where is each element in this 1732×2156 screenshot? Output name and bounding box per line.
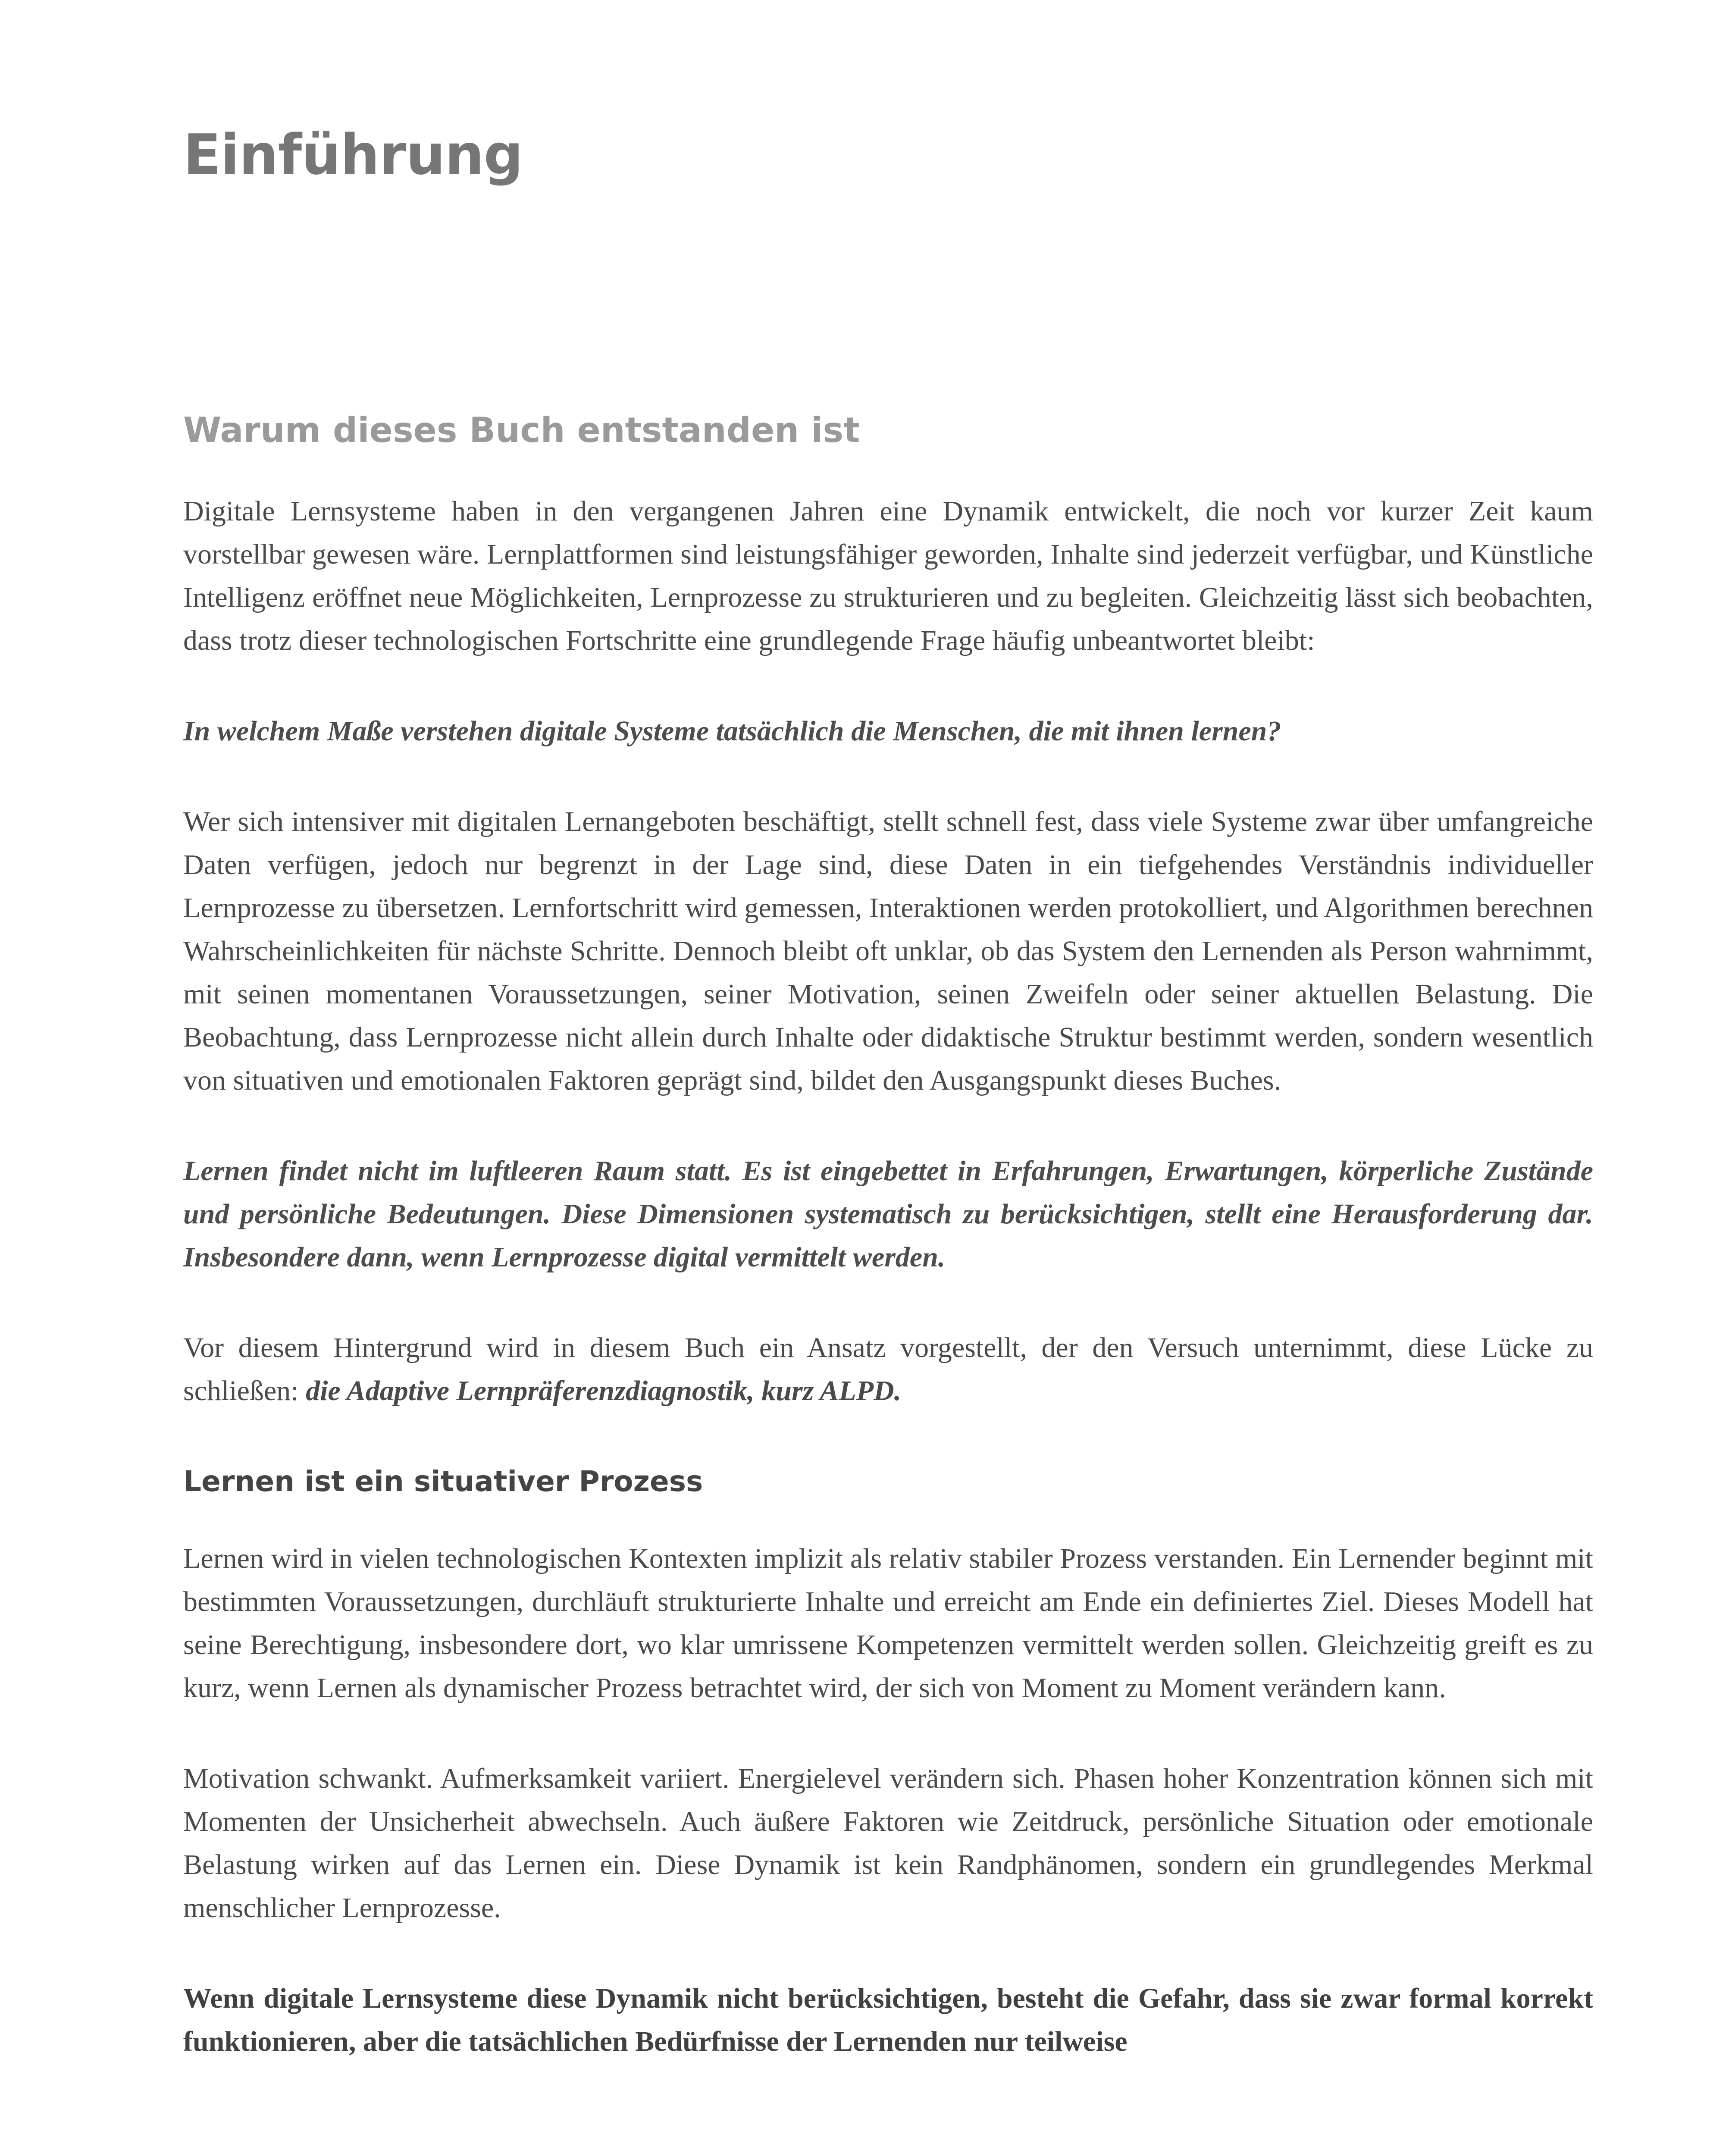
key-question: In welchem Maße verstehen digitale Systeme tatsächlich die Menschen, die mit ihnen lernen? (183, 715, 1281, 747)
paragraph-stable-process: Lernen wird in vielen technologischen Kontexten implizit als relativ stabiler Prozess verstanden. Ein Lernender beginnt mit bestimmten Voraussetzungen, durchläuft strukturierte Inhalte und erreicht am Ende ein definiertes Ziel. Dieses Modell hat seine Berechtigung, insbesondere dort, wo klar umrissene Kompetenzen vermittelt werden sollen. Gleichzeitig greift es zu kurz, wenn Lernen als dynamischer Prozess betrachtet wird, der sich von Moment zu Moment verändern kann. (183, 1543, 1593, 1704)
page-content (183, 121, 1593, 2063)
emphasis-paragraph: Lernen findet nicht im luftleeren Raum statt. Es ist eingebettet in Erfahrungen, Erwartungen, körperliche Zustände und persönliche Bedeutungen. Diese Dimensionen systematisch zu berücksichtigen, stellt eine Herausforderung dar. Insbesondere dann, wenn Lernprozesse digital vermittelt werden. (183, 1155, 1593, 1273)
alpd-emphasis-text: die Adaptive Lernpräferenzdiagnostik, kurz ALPD. (306, 1375, 902, 1407)
paragraph-bold-warning: Wenn digitale Lernsysteme diese Dynamik nicht berücksichtigen, besteht die Gefahr, dass sie zwar formal korrekt funktionieren, aber die tatsächlichen Bedürfnisse der Lernenden nur teilweise (183, 1983, 1593, 2058)
paragraph-alpd (183, 1326, 1593, 1413)
chapter-title: Einführung (183, 123, 523, 187)
section-title: Warum dieses Buch entstanden ist (183, 410, 860, 450)
subsection-title: Lernen ist ein situativer Prozess (183, 1465, 703, 1498)
paragraph-intro: Digitale Lernsysteme haben in den vergangenen Jahren eine Dynamik entwickelt, die noch vor kurzer Zeit kaum vorstellbar gewesen wäre. Lernplattformen sind leistungsfähiger geworden, Inhalte sind jederzeit verfügbar, und Künstliche Intelligenz eröffnet neue Möglichkeiten, Lernprozesse zu strukturieren und zu begleiten. Gleichzeitig lässt sich beobachten, dass trotz dieser technologischen Fortschritte eine grundlegende Frage häufig unbeantwortet bleibt: (183, 495, 1593, 656)
paragraph-motivation: Motivation schwankt. Aufmerksamkeit variiert. Energielevel verändern sich. Phasen hoher Konzentration können sich mit Momenten der Unsicherheit abwechseln. Auch äußere Faktoren wie Zeitdruck, persönliche Situation oder emotionale Belastung wirken auf das Lernen ein. Diese Dynamik ist kein Randphänomen, sondern ein grundlegendes Merkmal menschlicher Lernprozesse. (183, 1763, 1593, 1924)
paragraph-systems: Wer sich intensiver mit digitalen Lernangeboten beschäftigt, stellt schnell fest, dass viele Systeme zwar über umfangreiche Daten verfügen, jedoch nur begrenzt in der Lage sind, diese Daten in ein tiefgehendes Verständnis individueller Lernprozesse zu übersetzen. Lernfortschritt wird gemessen, Interaktionen werden protokolliert, und Algorithmen berechnen Wahrscheinlichkeiten für nächste Schritte. Dennoch bleibt oft unklar, ob das System den Lernenden als Person wahrnimmt, mit seinen momentanen Voraussetzungen, seiner Motivation, seinen Zweifeln oder seiner aktuellen Belastung. Die Beobachtung, dass Lernprozesse nicht allein durch Inhalte oder didaktische Struktur bestimmt werden, sondern wesentlich von situativen und emotionalen Faktoren geprägt sind, bildet den Ausgangspunkt dieses Buches. (183, 806, 1593, 1096)
alpd-intro-text: Vor diesem Hintergrund wird in diesem Buch ein Ansatz vorgestellt, der den Versuch unternimmt, diese Lücke zu schließen: (183, 1332, 1593, 1407)
